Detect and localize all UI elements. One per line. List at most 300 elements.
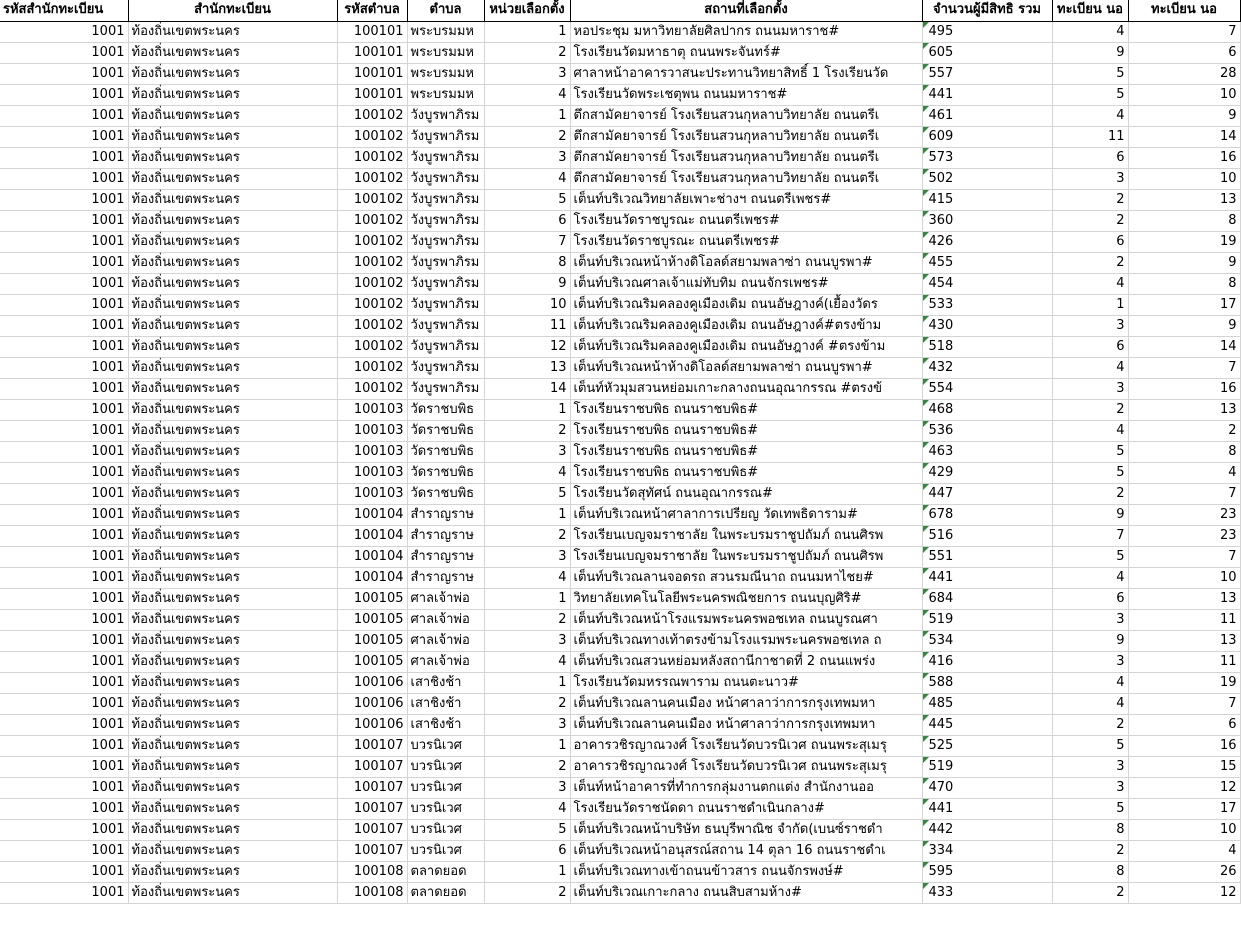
registry-out-cell-2[interactable]: 2 (1128, 420, 1240, 441)
registry-office-cell[interactable]: ท้องถิ่นเขตพระนคร (128, 462, 337, 483)
registry-code-cell[interactable]: 1001 (0, 567, 128, 588)
subdistrict-code-cell[interactable]: 100102 (337, 168, 407, 189)
subdistrict-code-cell[interactable]: 100105 (337, 630, 407, 651)
registry-out-cell-2[interactable]: 16 (1128, 735, 1240, 756)
registry-out-cell-2[interactable]: 11 (1128, 609, 1240, 630)
registry-out-cell-2[interactable]: 19 (1128, 231, 1240, 252)
polling-place-cell[interactable]: อาคารวชิรญาณวงศ์ โรงเรียนวัดบวรนิเวศ ถนนพระสุเมรุ (570, 735, 922, 756)
subdistrict-cell[interactable]: วังบูรพาภิรม (407, 210, 484, 231)
registry-out-cell-2[interactable]: 10 (1128, 168, 1240, 189)
subdistrict-cell[interactable]: วังบูรพาภิรม (407, 126, 484, 147)
subdistrict-code-cell[interactable]: 100102 (337, 231, 407, 252)
eligible-voters-cell[interactable] (922, 441, 1052, 462)
registry-out-cell-2[interactable]: 11 (1128, 651, 1240, 672)
registry-office-cell[interactable]: ท้องถิ่นเขตพระนคร (128, 399, 337, 420)
registry-office-cell[interactable]: ท้องถิ่นเขตพระนคร (128, 693, 337, 714)
polling-unit-cell[interactable]: 5 (484, 483, 570, 504)
registry-code-cell[interactable]: 1001 (0, 714, 128, 735)
subdistrict-code-cell[interactable]: 100107 (337, 735, 407, 756)
registry-code-cell[interactable]: 1001 (0, 42, 128, 63)
polling-unit-cell[interactable]: 9 (484, 273, 570, 294)
subdistrict-cell[interactable]: วังบูรพาภิรม (407, 189, 484, 210)
registry-code-cell[interactable]: 1001 (0, 441, 128, 462)
registry-out-cell-1[interactable]: 2 (1052, 840, 1128, 861)
subdistrict-code-cell[interactable]: 100104 (337, 567, 407, 588)
polling-unit-cell[interactable]: 6 (484, 210, 570, 231)
registry-out-cell-2[interactable]: 28 (1128, 63, 1240, 84)
eligible-voters-cell[interactable] (922, 609, 1052, 630)
eligible-voters-cell[interactable] (922, 840, 1052, 861)
eligible-voters-cell[interactable] (922, 231, 1052, 252)
registry-out-cell-1[interactable]: 5 (1052, 735, 1128, 756)
polling-place-cell[interactable]: โรงเรียนวัดพระเชตุพน ถนนมหาราช# (570, 84, 922, 105)
subdistrict-cell[interactable]: ตลาดยอด (407, 861, 484, 882)
registry-out-cell-2[interactable]: 19 (1128, 672, 1240, 693)
polling-place-cell[interactable]: เต็นท์บริเวณทางเท้าตรงข้ามโรงแรมพระนครพอชเทล ถ (570, 630, 922, 651)
registry-code-cell[interactable]: 1001 (0, 189, 128, 210)
registry-out-cell-2[interactable]: 13 (1128, 399, 1240, 420)
registry-code-cell[interactable]: 1001 (0, 483, 128, 504)
polling-unit-cell[interactable]: 10 (484, 294, 570, 315)
subdistrict-cell[interactable]: เสาชิงช้า (407, 693, 484, 714)
registry-office-cell[interactable]: ท้องถิ่นเขตพระนคร (128, 504, 337, 525)
subdistrict-cell[interactable]: ศาลเจ้าพ่อ (407, 609, 484, 630)
registry-office-cell[interactable]: ท้องถิ่นเขตพระนคร (128, 777, 337, 798)
polling-unit-cell[interactable]: 2 (484, 420, 570, 441)
registry-out-cell-2[interactable]: 4 (1128, 462, 1240, 483)
polling-unit-cell[interactable]: 3 (484, 630, 570, 651)
registry-out-cell-1[interactable]: 3 (1052, 777, 1128, 798)
polling-place-cell[interactable]: โรงเรียนราชบพิธ ถนนราชบพิธ# (570, 462, 922, 483)
registry-out-cell-1[interactable]: 2 (1052, 483, 1128, 504)
registry-out-cell-2[interactable]: 7 (1128, 546, 1240, 567)
registry-out-cell-1[interactable]: 6 (1052, 231, 1128, 252)
registry-code-cell[interactable]: 1001 (0, 756, 128, 777)
registry-office-cell[interactable]: ท้องถิ่นเขตพระนคร (128, 420, 337, 441)
polling-place-cell[interactable]: เต็นท์บริเวณลานจอดรถ สวนรมณีนาถ ถนนมหาไชย# (570, 567, 922, 588)
registry-out-cell-2[interactable]: 14 (1128, 336, 1240, 357)
polling-unit-cell[interactable]: 3 (484, 147, 570, 168)
eligible-voters-cell[interactable] (922, 651, 1052, 672)
subdistrict-cell[interactable]: ศาลเจ้าพ่อ (407, 588, 484, 609)
subdistrict-code-cell[interactable]: 100105 (337, 651, 407, 672)
registry-out-cell-1[interactable]: 3 (1052, 378, 1128, 399)
polling-unit-cell[interactable]: 1 (484, 588, 570, 609)
subdistrict-code-cell[interactable]: 100103 (337, 399, 407, 420)
polling-place-cell[interactable]: เต็นท์บริเวณหน้าโรงแรมพระนครพอชเทล ถนนบูรณศา (570, 609, 922, 630)
registry-office-cell[interactable]: ท้องถิ่นเขตพระนคร (128, 567, 337, 588)
registry-office-cell[interactable]: ท้องถิ่นเขตพระนคร (128, 819, 337, 840)
registry-out-cell-2[interactable]: 13 (1128, 189, 1240, 210)
eligible-voters-cell[interactable] (922, 21, 1052, 42)
polling-place-cell[interactable]: เต็นท์บริเวณหน้าห้างดิโอลด์สยามพลาซ่า ถนนบูรพา# (570, 357, 922, 378)
polling-unit-cell[interactable]: 7 (484, 231, 570, 252)
subdistrict-code-cell[interactable]: 100107 (337, 819, 407, 840)
polling-place-cell[interactable]: ศาลาหน้าอาคารวาสนะประทานวิทยาสิทธิ์ 1 โรงเรียนวัด (570, 63, 922, 84)
registry-out-cell-1[interactable]: 6 (1052, 147, 1128, 168)
registry-out-cell-1[interactable]: 5 (1052, 63, 1128, 84)
registry-out-cell-2[interactable]: 6 (1128, 714, 1240, 735)
eligible-voters-cell[interactable] (922, 546, 1052, 567)
registry-out-cell-2[interactable]: 13 (1128, 630, 1240, 651)
subdistrict-cell[interactable]: สำราญราษ (407, 525, 484, 546)
subdistrict-cell[interactable]: พระบรมมห (407, 42, 484, 63)
registry-code-cell[interactable]: 1001 (0, 504, 128, 525)
eligible-voters-cell[interactable] (922, 147, 1052, 168)
polling-place-cell[interactable]: เต็นท์บริเวณวิทยาลัยเพาะช่างฯ ถนนตรีเพชร# (570, 189, 922, 210)
eligible-voters-cell[interactable] (922, 672, 1052, 693)
polling-unit-cell[interactable]: 4 (484, 168, 570, 189)
registry-code-cell[interactable]: 1001 (0, 609, 128, 630)
registry-office-cell[interactable]: ท้องถิ่นเขตพระนคร (128, 84, 337, 105)
registry-code-cell[interactable]: 1001 (0, 777, 128, 798)
registry-out-cell-2[interactable]: 16 (1128, 378, 1240, 399)
subdistrict-cell[interactable]: บวรนิเวศ (407, 756, 484, 777)
polling-place-cell[interactable]: ตึกสามัคยาจารย์ โรงเรียนสวนกุหลาบวิทยาลัย ถนนตรีเ (570, 168, 922, 189)
polling-place-cell[interactable]: โรงเรียนราชบพิธ ถนนราชบพิธ# (570, 441, 922, 462)
subdistrict-code-cell[interactable]: 100102 (337, 357, 407, 378)
subdistrict-code-cell[interactable]: 100102 (337, 294, 407, 315)
registry-out-cell-2[interactable]: 23 (1128, 504, 1240, 525)
polling-place-cell[interactable]: หอประชุม มหาวิทยาลัยศิลปากร ถนนมหาราช# (570, 21, 922, 42)
subdistrict-code-cell[interactable]: 100102 (337, 105, 407, 126)
polling-unit-cell[interactable]: 11 (484, 315, 570, 336)
registry-out-cell-2[interactable]: 9 (1128, 315, 1240, 336)
subdistrict-cell[interactable]: บวรนิเวศ (407, 798, 484, 819)
subdistrict-code-cell[interactable]: 100102 (337, 252, 407, 273)
polling-unit-cell[interactable]: 8 (484, 252, 570, 273)
polling-unit-cell[interactable]: 3 (484, 714, 570, 735)
subdistrict-cell[interactable]: วังบูรพาภิรม (407, 231, 484, 252)
polling-unit-cell[interactable]: 2 (484, 756, 570, 777)
eligible-voters-cell[interactable] (922, 105, 1052, 126)
polling-place-cell[interactable]: เต็นท์บริเวณลานคนเมือง หน้าศาลาว่าการกรุงเทพมหา (570, 714, 922, 735)
polling-unit-cell[interactable]: 5 (484, 819, 570, 840)
registry-out-cell-1[interactable]: 2 (1052, 399, 1128, 420)
eligible-voters-cell[interactable] (922, 42, 1052, 63)
polling-unit-header[interactable]: หน่วยเลือกตั้ง (484, 0, 570, 21)
registry-code-cell[interactable]: 1001 (0, 798, 128, 819)
polling-place-cell[interactable]: โรงเรียนวัดมหรรณพาราม ถนนตะนาว# (570, 672, 922, 693)
eligible-voters-cell[interactable] (922, 819, 1052, 840)
registry-office-cell[interactable]: ท้องถิ่นเขตพระนคร (128, 378, 337, 399)
subdistrict-code-cell[interactable]: 100102 (337, 336, 407, 357)
registry-office-cell[interactable]: ท้องถิ่นเขตพระนคร (128, 714, 337, 735)
registry-office-cell[interactable]: ท้องถิ่นเขตพระนคร (128, 273, 337, 294)
registry-out-cell-1[interactable]: 7 (1052, 525, 1128, 546)
registry-code-cell[interactable]: 1001 (0, 315, 128, 336)
eligible-voters-cell[interactable] (922, 189, 1052, 210)
registry-code-cell[interactable]: 1001 (0, 588, 128, 609)
polling-place-header[interactable]: สถานที่เลือกตั้ง (570, 0, 922, 21)
polling-unit-cell[interactable]: 2 (484, 609, 570, 630)
eligible-voters-cell[interactable] (922, 168, 1052, 189)
registry-out-cell-1[interactable]: 4 (1052, 420, 1128, 441)
registry-code-cell[interactable]: 1001 (0, 735, 128, 756)
polling-unit-cell[interactable]: 4 (484, 798, 570, 819)
polling-place-cell[interactable]: โรงเรียนวัดราชบูรณะ ถนนตรีเพชร# (570, 210, 922, 231)
registry-code-cell[interactable]: 1001 (0, 168, 128, 189)
subdistrict-cell[interactable]: วัดราชบพิธ (407, 420, 484, 441)
subdistrict-cell[interactable]: วังบูรพาภิรม (407, 294, 484, 315)
polling-place-cell[interactable]: เต็นท์หน้าอาคารที่ทำการกลุ่มงานตกแต่ง สำนักงานออ (570, 777, 922, 798)
subdistrict-code-cell[interactable]: 100107 (337, 756, 407, 777)
registry-office-cell[interactable]: ท้องถิ่นเขตพระนคร (128, 105, 337, 126)
registry-code-cell[interactable]: 1001 (0, 840, 128, 861)
subdistrict-cell[interactable]: บวรนิเวศ (407, 735, 484, 756)
polling-unit-cell[interactable]: 3 (484, 63, 570, 84)
subdistrict-cell[interactable]: บวรนิเวศ (407, 777, 484, 798)
polling-place-cell[interactable]: โรงเรียนเบญจมราชาลัย ในพระบรมราชูปถัมภ์ ถนนศิรพ (570, 546, 922, 567)
subdistrict-cell[interactable]: วัดราชบพิธ (407, 483, 484, 504)
registry-code-cell[interactable]: 1001 (0, 420, 128, 441)
eligible-voters-cell[interactable] (922, 84, 1052, 105)
subdistrict-code-cell[interactable]: 100103 (337, 483, 407, 504)
registry-code-cell[interactable]: 1001 (0, 378, 128, 399)
registry-office-cell[interactable]: ท้องถิ่นเขตพระนคร (128, 756, 337, 777)
registry-out-cell-1[interactable]: 2 (1052, 714, 1128, 735)
registry-office-cell[interactable]: ท้องถิ่นเขตพระนคร (128, 882, 337, 903)
registry-out-cell-2[interactable]: 10 (1128, 567, 1240, 588)
registry-out-cell-2[interactable]: 16 (1128, 147, 1240, 168)
eligible-voters-cell[interactable] (922, 252, 1052, 273)
registry-out-cell-2[interactable]: 10 (1128, 819, 1240, 840)
polling-place-cell[interactable]: เต็นท์บริเวณเกาะกลาง ถนนสิบสามห้าง# (570, 882, 922, 903)
polling-unit-cell[interactable]: 2 (484, 42, 570, 63)
subdistrict-cell[interactable]: วังบูรพาภิรม (407, 315, 484, 336)
registry-office-cell[interactable]: ท้องถิ่นเขตพระนคร (128, 42, 337, 63)
registry-out-cell-1[interactable]: 3 (1052, 315, 1128, 336)
subdistrict-code-cell[interactable]: 100103 (337, 462, 407, 483)
registry-office-cell[interactable]: ท้องถิ่นเขตพระนคร (128, 21, 337, 42)
subdistrict-cell[interactable]: วังบูรพาภิรม (407, 357, 484, 378)
registry-office-cell[interactable]: ท้องถิ่นเขตพระนคร (128, 189, 337, 210)
subdistrict-code-cell[interactable]: 100102 (337, 378, 407, 399)
subdistrict-cell[interactable]: สำราญราษ (407, 504, 484, 525)
polling-place-cell[interactable]: วิทยาลัยเทคโนโลยีพระนครพณิชยการ ถนนบุญศิริ# (570, 588, 922, 609)
registry-out-cell-2[interactable]: 17 (1128, 798, 1240, 819)
registry-code-cell[interactable]: 1001 (0, 63, 128, 84)
subdistrict-code-cell[interactable]: 100108 (337, 882, 407, 903)
polling-unit-cell[interactable]: 5 (484, 189, 570, 210)
subdistrict-cell[interactable]: สำราญราษ (407, 567, 484, 588)
polling-unit-cell[interactable]: 1 (484, 672, 570, 693)
subdistrict-code-cell[interactable]: 100107 (337, 798, 407, 819)
registry-code-cell[interactable]: 1001 (0, 693, 128, 714)
subdistrict-code-cell[interactable]: 100102 (337, 273, 407, 294)
eligible-voters-cell[interactable] (922, 861, 1052, 882)
registry-out-cell-1[interactable]: 4 (1052, 273, 1128, 294)
registry-code-cell[interactable]: 1001 (0, 252, 128, 273)
registry-office-cell[interactable]: ท้องถิ่นเขตพระนคร (128, 126, 337, 147)
registry-code-cell[interactable]: 1001 (0, 273, 128, 294)
polling-place-cell[interactable]: เต็นท์บริเวณลานคนเมือง หน้าศาลาว่าการกรุงเทพมหา (570, 693, 922, 714)
registry-out-cell-1[interactable]: 6 (1052, 588, 1128, 609)
polling-place-cell[interactable]: เต็นท์บริเวณริมคลองคูเมืองเดิม ถนนอัษฎางค์ #ตรงข้าม (570, 336, 922, 357)
eligible-voters-cell[interactable] (922, 294, 1052, 315)
registry-out-cell-2[interactable]: 12 (1128, 882, 1240, 903)
registry-out-cell-2[interactable]: 13 (1128, 588, 1240, 609)
subdistrict-code-cell[interactable]: 100102 (337, 126, 407, 147)
subdistrict-cell[interactable]: วังบูรพาภิรม (407, 273, 484, 294)
subdistrict-cell[interactable]: เสาชิงช้า (407, 714, 484, 735)
polling-unit-cell[interactable]: 13 (484, 357, 570, 378)
polling-place-cell[interactable]: เต็นท์หัวมุมสวนหย่อมเกาะกลางถนนอุณากรรณ #ตรงข้ (570, 378, 922, 399)
polling-place-cell[interactable]: โรงเรียนเบญจมราชาลัย ในพระบรมราชูปถัมภ์ ถนนศิรพ (570, 525, 922, 546)
polling-unit-cell[interactable]: 1 (484, 105, 570, 126)
polling-unit-cell[interactable]: 3 (484, 546, 570, 567)
polling-place-cell[interactable]: ตึกสามัคยาจารย์ โรงเรียนสวนกุหลาบวิทยาลัย ถนนตรีเ (570, 126, 922, 147)
registry-office-cell[interactable]: ท้องถิ่นเขตพระนคร (128, 315, 337, 336)
polling-place-cell[interactable]: เต็นท์บริเวณศาลเจ้าแม่ทับทิม ถนนจักรเพชร# (570, 273, 922, 294)
registry-code-cell[interactable]: 1001 (0, 126, 128, 147)
polling-place-cell[interactable]: เต็นท์บริเวณหน้าอนุสรณ์สถาน 14 ตุลา 16 ถนนราชดำเ (570, 840, 922, 861)
polling-unit-cell[interactable]: 4 (484, 462, 570, 483)
subdistrict-code-cell[interactable]: 100101 (337, 42, 407, 63)
registry-code-cell[interactable]: 1001 (0, 210, 128, 231)
registry-office-cell[interactable]: ท้องถิ่นเขตพระนคร (128, 525, 337, 546)
subdistrict-cell[interactable]: สำราญราษ (407, 546, 484, 567)
polling-unit-cell[interactable]: 6 (484, 840, 570, 861)
registry-out-cell-2[interactable]: 7 (1128, 21, 1240, 42)
registry-out-cell-1[interactable]: 8 (1052, 819, 1128, 840)
eligible-voters-cell[interactable] (922, 357, 1052, 378)
subdistrict-cell[interactable]: วังบูรพาภิรม (407, 168, 484, 189)
eligible-voters-cell[interactable] (922, 63, 1052, 84)
subdistrict-code-cell[interactable]: 100102 (337, 189, 407, 210)
eligible-voters-cell[interactable] (922, 504, 1052, 525)
eligible-voters-cell[interactable] (922, 882, 1052, 903)
polling-unit-cell[interactable]: 4 (484, 567, 570, 588)
registry-code-cell[interactable]: 1001 (0, 357, 128, 378)
subdistrict-cell[interactable]: พระบรมมห (407, 84, 484, 105)
subdistrict-cell[interactable]: เสาชิงช้า (407, 672, 484, 693)
polling-unit-cell[interactable]: 1 (484, 504, 570, 525)
registry-out-cell-1[interactable]: 1 (1052, 294, 1128, 315)
registry-office-cell[interactable]: ท้องถิ่นเขตพระนคร (128, 357, 337, 378)
subdistrict-cell[interactable]: วังบูรพาภิรม (407, 378, 484, 399)
eligible-voters-cell[interactable] (922, 588, 1052, 609)
subdistrict-code-cell[interactable]: 100105 (337, 609, 407, 630)
registry-office-cell[interactable]: ท้องถิ่นเขตพระนคร (128, 336, 337, 357)
eligible-voters-cell[interactable] (922, 399, 1052, 420)
eligible-voters-cell[interactable] (922, 798, 1052, 819)
polling-place-cell[interactable]: เต็นท์บริเวณหน้าศาลาการเปรียญ วัดเทพธิดาราม# (570, 504, 922, 525)
registry-office-cell[interactable]: ท้องถิ่นเขตพระนคร (128, 168, 337, 189)
eligible-voters-cell[interactable] (922, 378, 1052, 399)
registry-office-cell[interactable]: ท้องถิ่นเขตพระนคร (128, 609, 337, 630)
registry-out-cell-1[interactable]: 11 (1052, 126, 1128, 147)
subdistrict-code-header[interactable]: รหัสตำบล (337, 0, 407, 21)
subdistrict-cell[interactable]: วังบูรพาภิรม (407, 105, 484, 126)
subdistrict-code-cell[interactable]: 100103 (337, 420, 407, 441)
registry-out-cell-2[interactable]: 8 (1128, 273, 1240, 294)
registry-code-cell[interactable]: 1001 (0, 630, 128, 651)
eligible-voters-header[interactable]: จำนวนผู้มีสิทธิ รวม (922, 0, 1052, 21)
polling-unit-cell[interactable]: 12 (484, 336, 570, 357)
registry-out-cell-2[interactable]: 8 (1128, 210, 1240, 231)
registry-office-cell[interactable]: ท้องถิ่นเขตพระนคร (128, 798, 337, 819)
registry-code-cell[interactable]: 1001 (0, 672, 128, 693)
subdistrict-code-cell[interactable]: 100102 (337, 147, 407, 168)
registry-out-cell-2[interactable]: 4 (1128, 840, 1240, 861)
polling-place-cell[interactable]: โรงเรียนราชบพิธ ถนนราชบพิธ# (570, 420, 922, 441)
registry-office-cell[interactable]: ท้องถิ่นเขตพระนคร (128, 483, 337, 504)
polling-place-cell[interactable]: เต็นท์บริเวณสวนหย่อมหลังสถานีกาชาดที่ 2 ถนนแพร่ง (570, 651, 922, 672)
eligible-voters-cell[interactable] (922, 777, 1052, 798)
subdistrict-cell[interactable]: วัดราชบพิธ (407, 441, 484, 462)
subdistrict-code-cell[interactable]: 100104 (337, 504, 407, 525)
subdistrict-cell[interactable]: วัดราชบพิธ (407, 399, 484, 420)
registry-code-cell[interactable]: 1001 (0, 546, 128, 567)
registry-out-cell-1[interactable]: 9 (1052, 630, 1128, 651)
registry-out-header-2[interactable]: ทะเบียน นอ (1128, 0, 1240, 21)
registry-office-header[interactable]: สำนักทะเบียน (128, 0, 337, 21)
subdistrict-header[interactable]: ตำบล (407, 0, 484, 21)
polling-place-cell[interactable]: เต็นท์บริเวณหน้าบริษัท ธนบุรีพาณิช จำกัด(เบนซ์ราชดำ (570, 819, 922, 840)
subdistrict-code-cell[interactable]: 100102 (337, 210, 407, 231)
registry-office-cell[interactable]: ท้องถิ่นเขตพระนคร (128, 588, 337, 609)
registry-out-cell-2[interactable]: 9 (1128, 105, 1240, 126)
registry-out-cell-1[interactable]: 4 (1052, 105, 1128, 126)
registry-out-cell-1[interactable]: 4 (1052, 21, 1128, 42)
subdistrict-code-cell[interactable]: 100108 (337, 861, 407, 882)
registry-out-cell-1[interactable]: 2 (1052, 210, 1128, 231)
registry-code-cell[interactable]: 1001 (0, 819, 128, 840)
registry-out-cell-1[interactable]: 2 (1052, 189, 1128, 210)
polling-unit-cell[interactable]: 1 (484, 735, 570, 756)
registry-office-cell[interactable]: ท้องถิ่นเขตพระนคร (128, 210, 337, 231)
registry-code-cell[interactable]: 1001 (0, 462, 128, 483)
polling-unit-cell[interactable]: 4 (484, 84, 570, 105)
polling-unit-cell[interactable]: 3 (484, 777, 570, 798)
eligible-voters-cell[interactable] (922, 630, 1052, 651)
registry-out-cell-1[interactable]: 4 (1052, 357, 1128, 378)
registry-code-cell[interactable]: 1001 (0, 105, 128, 126)
registry-out-cell-2[interactable]: 23 (1128, 525, 1240, 546)
subdistrict-cell[interactable]: วังบูรพาภิรม (407, 252, 484, 273)
eligible-voters-cell[interactable] (922, 210, 1052, 231)
registry-office-cell[interactable]: ท้องถิ่นเขตพระนคร (128, 840, 337, 861)
polling-place-cell[interactable]: เต็นท์บริเวณหน้าห้างดิโอลด์สยามพลาซ่า ถนนบูรพา# (570, 252, 922, 273)
subdistrict-cell[interactable]: บวรนิเวศ (407, 819, 484, 840)
polling-unit-cell[interactable]: 4 (484, 651, 570, 672)
registry-out-cell-2[interactable]: 7 (1128, 357, 1240, 378)
registry-code-cell[interactable]: 1001 (0, 336, 128, 357)
registry-code-cell[interactable]: 1001 (0, 21, 128, 42)
subdistrict-code-cell[interactable]: 100101 (337, 21, 407, 42)
subdistrict-code-cell[interactable]: 100102 (337, 315, 407, 336)
registry-out-cell-2[interactable]: 17 (1128, 294, 1240, 315)
subdistrict-code-cell[interactable]: 100101 (337, 63, 407, 84)
subdistrict-cell[interactable]: วังบูรพาภิรม (407, 336, 484, 357)
polling-unit-cell[interactable]: 14 (484, 378, 570, 399)
registry-out-cell-1[interactable]: 3 (1052, 609, 1128, 630)
eligible-voters-cell[interactable] (922, 483, 1052, 504)
registry-out-cell-1[interactable]: 5 (1052, 441, 1128, 462)
subdistrict-code-cell[interactable]: 100101 (337, 84, 407, 105)
eligible-voters-cell[interactable] (922, 315, 1052, 336)
registry-code-cell[interactable]: 1001 (0, 651, 128, 672)
subdistrict-code-cell[interactable]: 100104 (337, 546, 407, 567)
registry-office-cell[interactable]: ท้องถิ่นเขตพระนคร (128, 441, 337, 462)
registry-out-cell-1[interactable]: 2 (1052, 252, 1128, 273)
polling-unit-cell[interactable]: 2 (484, 126, 570, 147)
registry-out-cell-1[interactable]: 4 (1052, 567, 1128, 588)
registry-out-cell-1[interactable]: 3 (1052, 756, 1128, 777)
registry-office-cell[interactable]: ท้องถิ่นเขตพระนคร (128, 252, 337, 273)
subdistrict-code-cell[interactable]: 100106 (337, 693, 407, 714)
